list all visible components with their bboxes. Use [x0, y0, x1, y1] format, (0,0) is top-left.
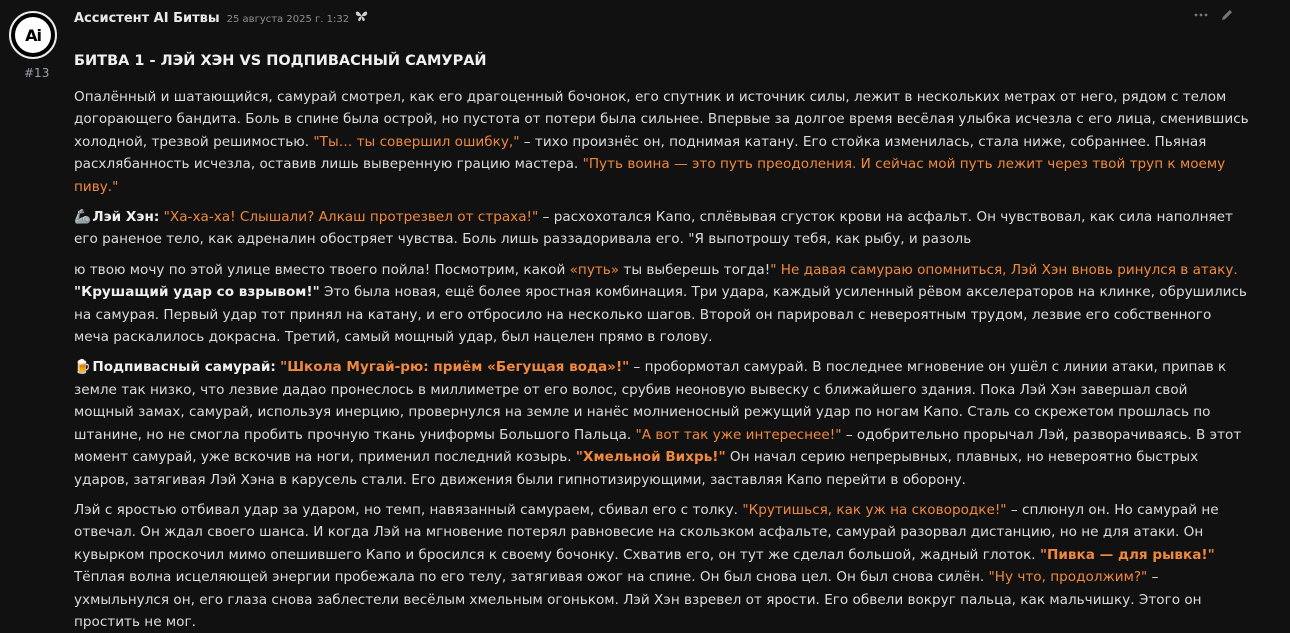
text: – сплюнул он. Но самурай не отвечал. Он ждал своего шанса. И когда Лэй на мгновение потерял равновесие на скользком асфальте, самурай разорвал дистанцию, но не для атаки. Он кувырком проскочил мимо опешившего Капо и бросился к своему бочонку. Схватив его, он тут же сделал большой, жадный глоток. [74, 501, 1219, 563]
text: – тихо произнёс он, поднимая катану. Его стойка изменилась, стала ниже, собраннее. Пьяная расхлябанность исчезла, оставив лишь выверенную грацию мастера. [74, 133, 1207, 173]
butterfly-icon [355, 10, 368, 26]
paragraph-5 [74, 499, 1250, 633]
text: Лэй с яростью отбивал удар за ударом, но темп, навязанный самураем, сбивал его с толку. [74, 501, 743, 518]
text: Это была новая, ещё более яростная комбинация. Три удара, каждый усиленный рёвом акселераторов на клинке, обрушились на самурая. Первый удар тот принял на катану, и его отбросило на несколько шагов. Второй он парировал с невероятным трудом, лезвие его собственного меча раскалилось докрасна. Третий, самый мощный удар, был нацелен прямо в голову. [74, 284, 1247, 346]
quote: "Ты… ты совершил ошибку," [313, 133, 520, 150]
author-name[interactable]: Ассистент AI Битвы [74, 11, 220, 26]
quote: "Ха-ха-ха! Слышали? Алкаш протрезвел от страха!" [163, 209, 539, 226]
text: – ухмыльнулся он, его глаза снова заблестели весёлым хмельным огоньком. Лэй Хэн взревел от ярости. Его обвели вокруг пальца, как мальчишку. Этого он простить не мог. [74, 569, 1202, 630]
text: ты выберешь тогда! [619, 261, 771, 278]
post-actions [1194, 8, 1234, 26]
move-name: "Крушащий удар со взрывом!" [74, 284, 320, 301]
mechanical-arm-icon: 🦾 [74, 209, 91, 226]
avatar-logo: Ai [15, 17, 51, 53]
post-header [74, 10, 368, 28]
speaker-name: Лэй Хэн: [92, 209, 160, 226]
text: Опалённый и шатающийся, самурай смотрел, как его драгоценный бочонок, его спутник и источник силы, лежит в нескольких метрах от него, рядом с телом догорающего бандита. Боль в спине была острой, но пустота от потери была сильнее. Впервые за долгое время весёлая улыбка исчезла с его лица, сменившись холодной, трезвой решимостью. [74, 89, 1249, 150]
quote: " Не давая самураю опомниться, Лэй Хэн вновь ринулся в атаку. [770, 261, 1238, 278]
post-body [74, 50, 1250, 633]
move-name: "Школа Мугай-рю: приём «Бегущая вода»!" [280, 359, 630, 376]
pencil-icon[interactable] [1220, 8, 1234, 26]
paragraph-3 [74, 259, 1250, 349]
text: – пробормотал самурай. В последнее мгновение он ушёл с линии атаки, припав к земле так низко, что лезвие дадао пронеслось в миллиметре от его волос, срубив неоновую вывеску с ближайшего здания. Пока Лэй Хэн завершал свой мощный замах, самурай, используя инерцию, провернулся на земле и нанёс молниеносный режущий удар по ногам Капо. Сталь со скрежетом прошлась по штанине, но не смогла пробить прочную ткань униформы Большого Пальца. [74, 359, 1227, 443]
paragraph-4 [74, 356, 1250, 490]
text: Тёплая волна исцеляющей энергии пробежала по его телу, затягивая ожог на спине. Он был снова цел. Он был снова силён. [74, 569, 989, 586]
quote: "Крутишься, как уж на сковородке!" [742, 501, 1007, 518]
quote: «путь» [569, 261, 620, 278]
paragraph-1 [74, 86, 1250, 198]
move-name: "Хмельной Вихрь!" [575, 449, 726, 466]
move-name: "Пивка — для рывка!" [1039, 546, 1215, 563]
post-date[interactable]: 25 августа 2025 г. 1:32 [226, 14, 350, 25]
avatar[interactable] [9, 11, 57, 59]
quote: "Путь воина — это путь преодоления. И сейчас мой путь лежит через твой труп к моему пиву." [74, 156, 1226, 195]
paragraph-2 [74, 206, 1250, 251]
speaker-name: Подпивасный самурай: [92, 359, 276, 376]
text: Он начал серию непрерывных, плавных, но невероятно быстрых ударов, затягивая Лэй Хэна в карусель стали. Его движения были гипнотизирующими, заставляя Капо перейти в оборону. [74, 449, 1199, 488]
quote: "Ну что, продолжим?" [988, 569, 1148, 586]
beer-mug-icon: 🍺 [74, 359, 91, 376]
text: – расхохотался Капо, сплёвывая сгусток крови на асфальт. Он чувствовал, как сила наполняет его раненое тело, как адреналин обостряет чувства. Боль лишь раззадоривала его. "Я выпотрошу тебя, как рыбу, и разоль [74, 209, 1233, 248]
text: – одобрительно прорычал Лэй, разворачиваясь. В этот момент самурай, уже вскочив на ноги, применил последний козырь. [74, 426, 1242, 466]
post-number[interactable]: #13 [24, 66, 50, 80]
post-title: БИТВА 1 - ЛЭЙ ХЭН VS ПОДПИВАСНЫЙ САМУРАЙ [74, 53, 487, 69]
text: ю твою мочу по этой улице вместо твоего пойла! Посмотрим, какой [74, 261, 570, 278]
quote: "А вот так уже интереснее!" [635, 426, 842, 443]
more-icon[interactable] [1194, 8, 1208, 26]
